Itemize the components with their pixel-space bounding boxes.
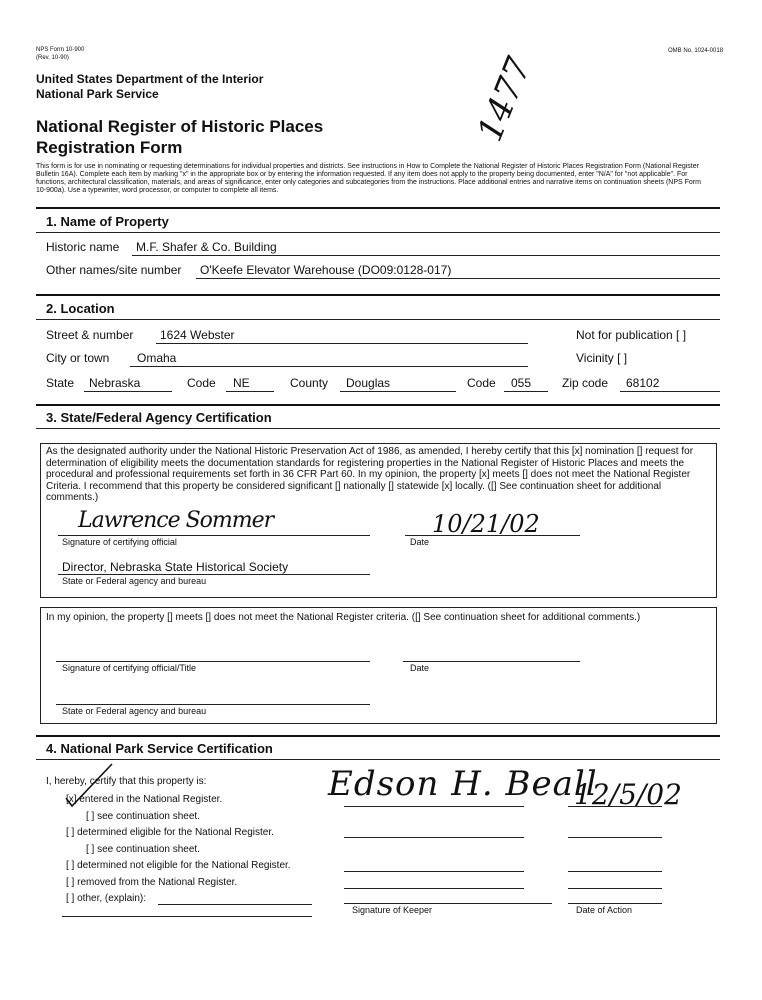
section-divider xyxy=(36,207,720,209)
omb-number: OMB No. 1024-0018 xyxy=(668,48,724,54)
section-divider xyxy=(36,735,720,737)
keeper-signature: Edson H. Beall xyxy=(328,764,598,804)
keeper-line xyxy=(344,806,524,807)
other-explain-line xyxy=(158,904,312,905)
county-code-label: Code xyxy=(467,376,496,390)
section3-title: 3. State/Federal Agency Certification xyxy=(46,410,272,425)
opinion-text: In my opinion, the property [] meets [] does not meet the National Register criteria. ([] See continuation sheet for additional comments.) xyxy=(46,612,641,623)
section-rule xyxy=(36,232,720,233)
date-line xyxy=(405,535,580,536)
agency2-line xyxy=(56,704,370,705)
action-line xyxy=(568,837,662,838)
keeper-line xyxy=(344,903,552,904)
agency-line xyxy=(58,574,370,575)
section4-title: 4. National Park Service Certification xyxy=(46,741,273,756)
form-instructions: This form is for use in nominating or requesting determinations for individual properties and districts. See instructions in How to Complete the National Register of Historic Places Registration Form (National Register Bulletin 16A). Complete each item by marking "x" in the appropriate box or by entering the information requested. If any item does not apply to the property being documented, enter "N/A" for "not applicable". For functions, architectural classification, materials, and areas of significance, enter only categories and subcategories from the instructions. Place additional entries and narrative items on continuation sheets (NPS Form 10-900a). Use a typewriter, word processor, or computer to complete all items. xyxy=(36,163,701,194)
code-label: Code xyxy=(187,376,216,390)
historic-name-value: M.F. Shafer & Co. Building xyxy=(136,240,277,254)
other-names-line xyxy=(196,278,720,279)
vicinity: Vicinity [ ] xyxy=(576,351,628,365)
certifying-official-signature: Lawrence Sommer xyxy=(78,508,274,533)
entered-checkbox-item: [x] entered in the National Register. xyxy=(66,794,223,805)
action-label: Date of Action xyxy=(576,905,633,915)
state-line xyxy=(84,391,172,392)
form-revision: (Rev. 10-90) xyxy=(36,55,69,61)
section1-title: 1. Name of Property xyxy=(46,214,169,229)
historic-name-line xyxy=(132,255,720,256)
action-line xyxy=(568,888,662,889)
service: National Park Service xyxy=(36,87,159,101)
keeper-date-handwritten: 12/5/02 xyxy=(574,778,682,811)
date-label: Date xyxy=(410,537,430,547)
state-label: State xyxy=(46,376,75,390)
section2-title: 2. Location xyxy=(46,301,115,316)
city-value: Omaha xyxy=(137,351,177,365)
zip-line xyxy=(620,391,720,392)
street-line xyxy=(156,343,528,344)
other-names-value: O'Keefe Elevator Warehouse (DO09:0128-017) xyxy=(200,263,452,277)
street-value: 1624 Webster xyxy=(160,328,235,342)
city-label: City or town xyxy=(46,351,110,365)
eligible-item: [ ] determined eligible for the National Register. xyxy=(66,827,274,838)
nps-cert-intro: I, hereby, certify that this property is: xyxy=(46,776,207,787)
not-for-publication: Not for publication [ ] xyxy=(576,328,687,342)
agency-label: State or Federal agency and bureau xyxy=(62,576,207,586)
certification-date-handwritten: 10/21/02 xyxy=(432,510,540,538)
form-subtitle: Registration Form xyxy=(36,138,183,157)
signature-label: Signature of certifying official xyxy=(62,537,177,547)
zip-label: Zip code xyxy=(562,376,609,390)
historic-name-label: Historic name xyxy=(46,240,120,254)
agency-value: Director, Nebraska State Historical Society xyxy=(62,560,289,574)
city-line xyxy=(130,366,528,367)
continuation-item: [ ] see continuation sheet. xyxy=(86,844,200,855)
form-title: National Register of Historic Places xyxy=(36,117,324,136)
other-item: [ ] other, (explain): xyxy=(66,893,147,904)
county-code-value: 055 xyxy=(511,376,532,390)
section-divider xyxy=(36,404,720,406)
date2-label: Date xyxy=(410,663,430,673)
section-rule xyxy=(36,759,720,760)
code-line xyxy=(226,391,274,392)
action-line xyxy=(568,806,662,807)
removed-item: [ ] removed from the National Register. xyxy=(66,877,238,888)
check-mark-icon xyxy=(60,760,120,810)
keeper-line xyxy=(344,888,524,889)
action-line xyxy=(568,903,662,904)
other-explain-line xyxy=(62,916,312,917)
keeper-label: Signature of Keeper xyxy=(352,905,433,915)
county-code-line xyxy=(504,391,548,392)
action-line xyxy=(568,871,662,872)
agency2-label: State or Federal agency and bureau xyxy=(62,706,207,716)
state-value: Nebraska xyxy=(89,376,141,390)
zip-value: 68102 xyxy=(626,376,660,390)
continuation-item: [ ] see continuation sheet. xyxy=(86,811,200,822)
signature2-label: Signature of certifying official/Title xyxy=(62,663,197,673)
county-line xyxy=(340,391,456,392)
other-names-label: Other names/site number xyxy=(46,263,182,277)
code-value: NE xyxy=(233,376,250,390)
not-eligible-item: [ ] determined not eligible for the National Register. xyxy=(66,860,291,871)
signature-line xyxy=(58,535,370,536)
keeper-line xyxy=(344,871,524,872)
signature2-line xyxy=(56,661,370,662)
section-divider xyxy=(36,294,720,296)
handwritten-number: 1477 xyxy=(470,51,540,147)
county-label: County xyxy=(290,376,329,390)
date2-line xyxy=(403,661,580,662)
section-rule xyxy=(36,319,720,320)
department: United States Department of the Interior xyxy=(36,72,264,86)
form-number: NPS Form 10-900 xyxy=(36,47,85,53)
street-label: Street & number xyxy=(46,328,134,342)
certification-text: As the designated authority under the National Historic Preservation Act of 1986, as amended, I hereby certify that this [x] nomination [] request for determination of eligibility meets the documentation standards for registering properties in the National Register of Historic Places and meets the procedural and professional requirements set forth in 36 CFR Part 60. In my opinion, the property [x] meets [] does not meet the National Register Criteria. I recommend that this property be considered significant [] nationally [] statewide [x] locally. ([] See continuation sheet for additional comments.) xyxy=(46,446,694,503)
keeper-line xyxy=(344,837,524,838)
county-value: Douglas xyxy=(346,376,391,390)
section-rule xyxy=(36,428,720,429)
